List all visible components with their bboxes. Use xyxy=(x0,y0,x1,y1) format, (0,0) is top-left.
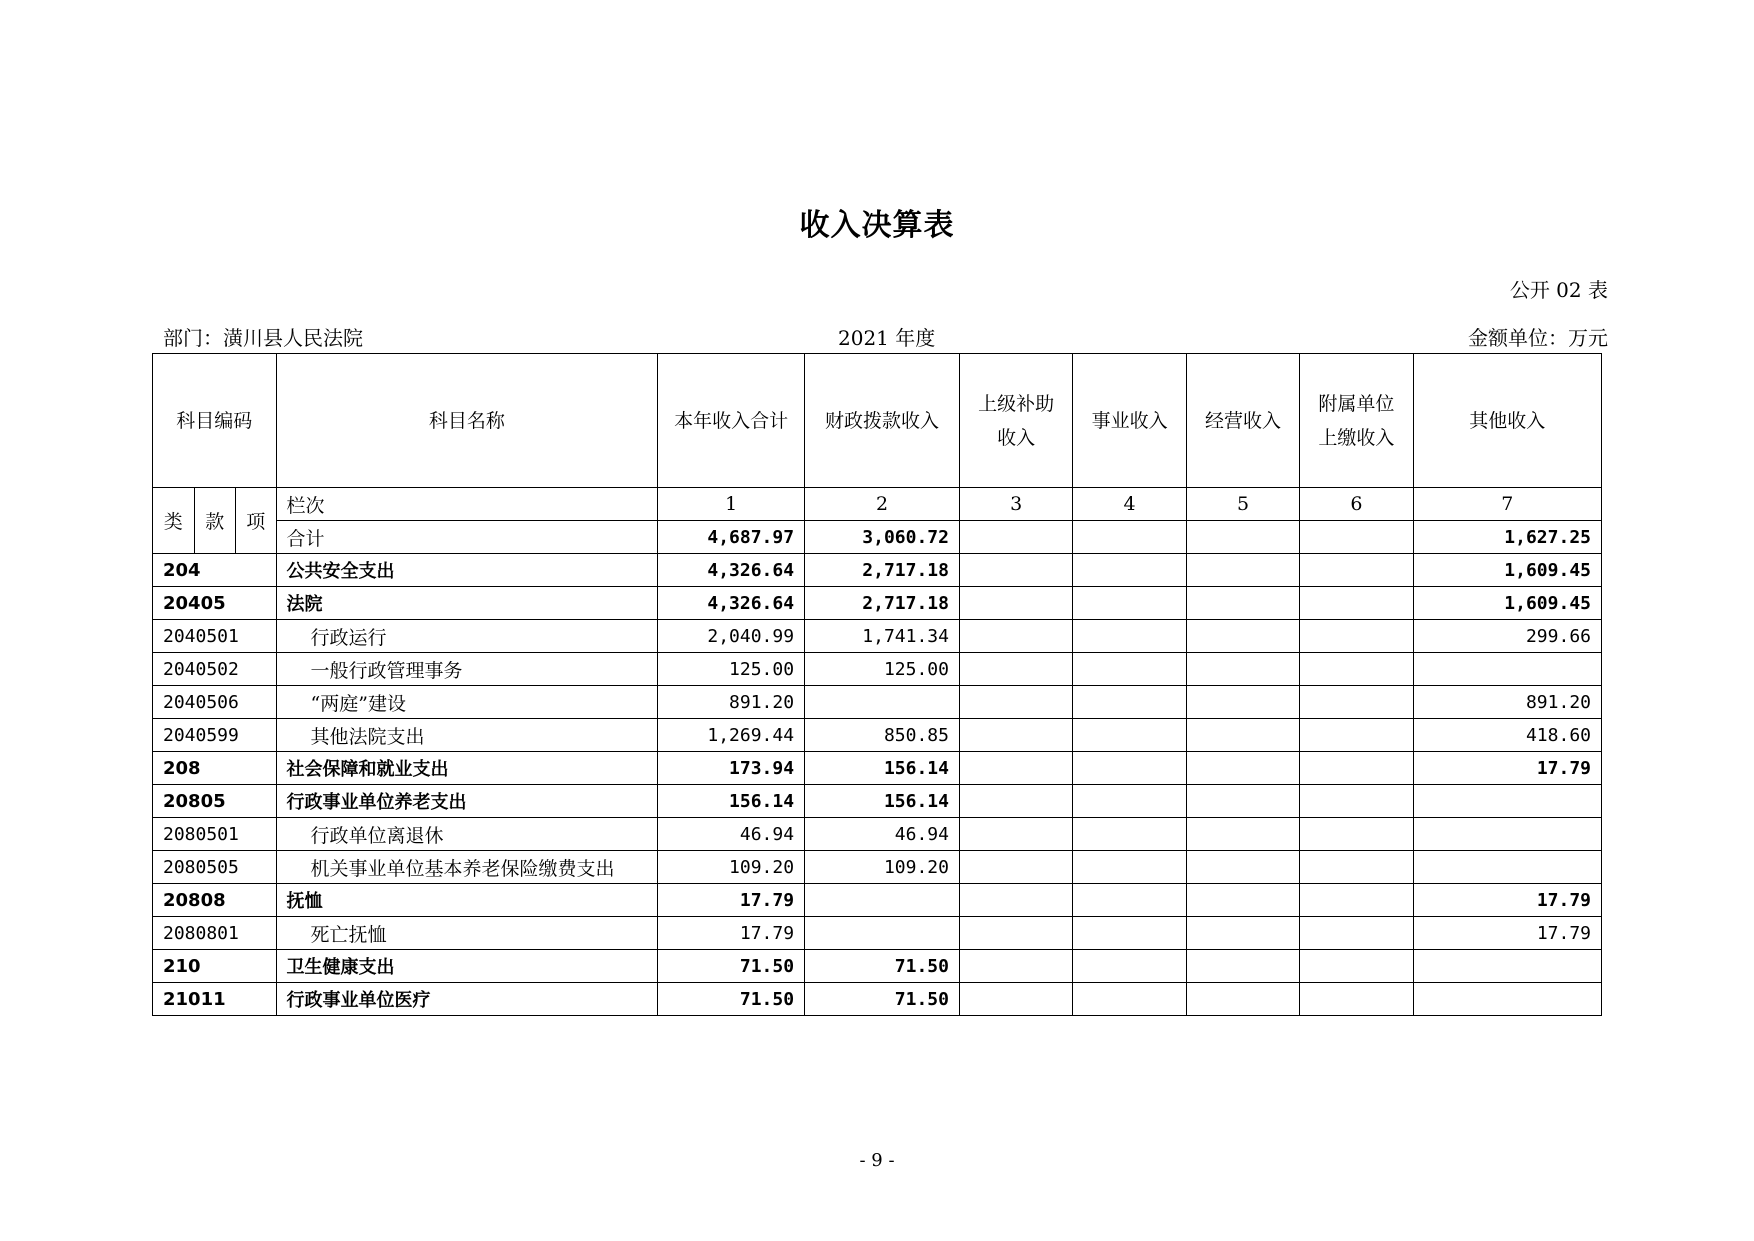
table-row xyxy=(153,785,1602,818)
row-c6 xyxy=(1300,587,1413,620)
table-row xyxy=(153,719,1602,752)
row-c1: 2,040.99 xyxy=(658,620,805,653)
total-c1: 4,687.97 xyxy=(658,521,805,554)
row-code: 20805 xyxy=(153,785,277,818)
row-code: 208 xyxy=(153,752,277,785)
row-c3 xyxy=(959,851,1072,884)
header-col5: 经营收入 xyxy=(1186,354,1299,488)
row-c6 xyxy=(1300,818,1413,851)
row-c5 xyxy=(1186,884,1299,917)
total-c5 xyxy=(1186,521,1299,554)
row-c6 xyxy=(1300,785,1413,818)
row-c2: 850.85 xyxy=(805,719,960,752)
row-c3 xyxy=(959,884,1072,917)
sub-header-kuan: 款 xyxy=(194,488,236,554)
column-index-row xyxy=(153,488,1602,521)
row-c4 xyxy=(1073,620,1186,653)
total-row xyxy=(153,521,1602,554)
row-c4 xyxy=(1073,719,1186,752)
row-c3 xyxy=(959,719,1072,752)
header-col7: 其他收入 xyxy=(1413,354,1601,488)
row-code: 20405 xyxy=(153,587,277,620)
row-c4 xyxy=(1073,983,1186,1016)
row-c6 xyxy=(1300,884,1413,917)
table-row xyxy=(153,686,1602,719)
header-col4: 事业收入 xyxy=(1073,354,1186,488)
row-c3 xyxy=(959,818,1072,851)
header-col1: 本年收入合计 xyxy=(658,354,805,488)
row-name: 机关事业单位基本养老保险缴费支出 xyxy=(276,851,658,884)
column-index-label: 栏次 xyxy=(276,488,658,521)
row-name: 行政事业单位养老支出 xyxy=(276,785,658,818)
row-c7: 17.79 xyxy=(1413,884,1601,917)
amount-unit: 金额单位：万元 xyxy=(1468,326,1608,350)
row-c7: 299.66 xyxy=(1413,620,1601,653)
row-c1: 1,269.44 xyxy=(658,719,805,752)
row-name: “两庭”建设 xyxy=(276,686,658,719)
row-c4 xyxy=(1073,752,1186,785)
form-id: 公开 02 表 xyxy=(1509,278,1608,302)
row-c1: 71.50 xyxy=(658,983,805,1016)
row-name: 行政事业单位医疗 xyxy=(276,983,658,1016)
row-c5 xyxy=(1186,818,1299,851)
row-c2: 2,717.18 xyxy=(805,587,960,620)
row-c5 xyxy=(1186,587,1299,620)
row-c3 xyxy=(959,950,1072,983)
total-label: 合计 xyxy=(276,521,658,554)
page-title: 收入决算表 xyxy=(799,208,955,243)
column-index: 6 xyxy=(1300,488,1413,521)
row-c7: 418.60 xyxy=(1413,719,1601,752)
row-c2: 71.50 xyxy=(805,983,960,1016)
table-row xyxy=(153,620,1602,653)
row-code: 204 xyxy=(153,554,277,587)
row-name: 一般行政管理事务 xyxy=(276,653,658,686)
row-c2: 156.14 xyxy=(805,785,960,818)
row-c5 xyxy=(1186,983,1299,1016)
table-row xyxy=(153,917,1602,950)
row-c7 xyxy=(1413,983,1601,1016)
row-code: 2040502 xyxy=(153,653,277,686)
row-c2: 46.94 xyxy=(805,818,960,851)
row-c2 xyxy=(805,884,960,917)
row-c6 xyxy=(1300,917,1413,950)
row-c6 xyxy=(1300,554,1413,587)
column-index: 1 xyxy=(658,488,805,521)
table-row xyxy=(153,752,1602,785)
row-c5 xyxy=(1186,917,1299,950)
row-c4 xyxy=(1073,653,1186,686)
row-name: 抚恤 xyxy=(276,884,658,917)
header-col3: 上级补助收入 xyxy=(959,354,1072,488)
row-c6 xyxy=(1300,620,1413,653)
row-c2: 156.14 xyxy=(805,752,960,785)
row-c7 xyxy=(1413,851,1601,884)
table-row xyxy=(153,950,1602,983)
row-c6 xyxy=(1300,851,1413,884)
row-c6 xyxy=(1300,950,1413,983)
row-name: 公共安全支出 xyxy=(276,554,658,587)
row-c4 xyxy=(1073,818,1186,851)
row-name: 其他法院支出 xyxy=(276,719,658,752)
row-c2: 109.20 xyxy=(805,851,960,884)
row-c1: 4,326.64 xyxy=(658,587,805,620)
table-row xyxy=(153,818,1602,851)
row-name: 死亡抚恤 xyxy=(276,917,658,950)
row-c1: 125.00 xyxy=(658,653,805,686)
row-c7 xyxy=(1413,653,1601,686)
row-c4 xyxy=(1073,884,1186,917)
row-c6 xyxy=(1300,983,1413,1016)
row-c1: 891.20 xyxy=(658,686,805,719)
row-c5 xyxy=(1186,752,1299,785)
row-c3 xyxy=(959,983,1072,1016)
table-row xyxy=(153,884,1602,917)
row-code: 2080505 xyxy=(153,851,277,884)
page-number: - 9 - xyxy=(859,1150,895,1171)
row-c3 xyxy=(959,686,1072,719)
row-code: 2080501 xyxy=(153,818,277,851)
row-code: 2080801 xyxy=(153,917,277,950)
row-c5 xyxy=(1186,554,1299,587)
row-code: 21011 xyxy=(153,983,277,1016)
row-c4 xyxy=(1073,686,1186,719)
row-code: 210 xyxy=(153,950,277,983)
row-c1: 109.20 xyxy=(658,851,805,884)
row-c5 xyxy=(1186,686,1299,719)
row-c2 xyxy=(805,686,960,719)
table-row xyxy=(153,983,1602,1016)
row-c1: 46.94 xyxy=(658,818,805,851)
row-c3 xyxy=(959,620,1072,653)
header-code: 科目编码 xyxy=(153,354,277,488)
total-c4 xyxy=(1073,521,1186,554)
row-name: 法院 xyxy=(276,587,658,620)
fiscal-year: 2021 年度 xyxy=(838,326,936,350)
row-c2: 2,717.18 xyxy=(805,554,960,587)
row-c7: 1,609.45 xyxy=(1413,554,1601,587)
row-c4 xyxy=(1073,851,1186,884)
row-code: 20808 xyxy=(153,884,277,917)
header-col6: 附属单位上缴收入 xyxy=(1300,354,1413,488)
column-index: 3 xyxy=(959,488,1072,521)
sub-header-xiang: 项 xyxy=(236,488,277,554)
row-c1: 17.79 xyxy=(658,884,805,917)
row-c5 xyxy=(1186,851,1299,884)
income-table xyxy=(152,353,1602,1016)
row-c5 xyxy=(1186,620,1299,653)
row-c6 xyxy=(1300,686,1413,719)
total-c3 xyxy=(959,521,1072,554)
row-c5 xyxy=(1186,950,1299,983)
row-c3 xyxy=(959,752,1072,785)
row-c4 xyxy=(1073,917,1186,950)
row-c6 xyxy=(1300,719,1413,752)
sub-header-lei: 类 xyxy=(153,488,195,554)
total-c6 xyxy=(1300,521,1413,554)
row-c3 xyxy=(959,785,1072,818)
row-c4 xyxy=(1073,587,1186,620)
row-c5 xyxy=(1186,785,1299,818)
row-name: 行政单位离退休 xyxy=(276,818,658,851)
row-c7: 1,609.45 xyxy=(1413,587,1601,620)
row-c1: 17.79 xyxy=(658,917,805,950)
row-c4 xyxy=(1073,950,1186,983)
row-c5 xyxy=(1186,653,1299,686)
row-name: 行政运行 xyxy=(276,620,658,653)
row-c3 xyxy=(959,554,1072,587)
column-index: 7 xyxy=(1413,488,1601,521)
row-c2: 1,741.34 xyxy=(805,620,960,653)
row-c2: 71.50 xyxy=(805,950,960,983)
total-c7: 1,627.25 xyxy=(1413,521,1601,554)
column-index: 2 xyxy=(805,488,960,521)
row-c7: 891.20 xyxy=(1413,686,1601,719)
row-c1: 156.14 xyxy=(658,785,805,818)
row-c1: 71.50 xyxy=(658,950,805,983)
row-c7: 17.79 xyxy=(1413,917,1601,950)
row-c3 xyxy=(959,653,1072,686)
row-name: 社会保障和就业支出 xyxy=(276,752,658,785)
row-c1: 173.94 xyxy=(658,752,805,785)
row-c4 xyxy=(1073,554,1186,587)
header-col2: 财政拨款收入 xyxy=(805,354,960,488)
total-c2: 3,060.72 xyxy=(805,521,960,554)
row-code: 2040599 xyxy=(153,719,277,752)
row-c7 xyxy=(1413,818,1601,851)
table-row xyxy=(153,851,1602,884)
row-c2 xyxy=(805,917,960,950)
table-row xyxy=(153,653,1602,686)
row-c6 xyxy=(1300,752,1413,785)
row-c7: 17.79 xyxy=(1413,752,1601,785)
row-code: 2040506 xyxy=(153,686,277,719)
row-c6 xyxy=(1300,653,1413,686)
row-c7 xyxy=(1413,950,1601,983)
row-c5 xyxy=(1186,719,1299,752)
row-c2: 125.00 xyxy=(805,653,960,686)
row-c3 xyxy=(959,587,1072,620)
table-row xyxy=(153,587,1602,620)
column-index: 5 xyxy=(1186,488,1299,521)
row-c7 xyxy=(1413,785,1601,818)
table-row xyxy=(153,554,1602,587)
column-index: 4 xyxy=(1073,488,1186,521)
row-c3 xyxy=(959,917,1072,950)
row-name: 卫生健康支出 xyxy=(276,950,658,983)
row-c1: 4,326.64 xyxy=(658,554,805,587)
header-name: 科目名称 xyxy=(276,354,658,488)
department: 部门：潢川县人民法院 xyxy=(163,326,363,350)
row-c4 xyxy=(1073,785,1186,818)
row-code: 2040501 xyxy=(153,620,277,653)
